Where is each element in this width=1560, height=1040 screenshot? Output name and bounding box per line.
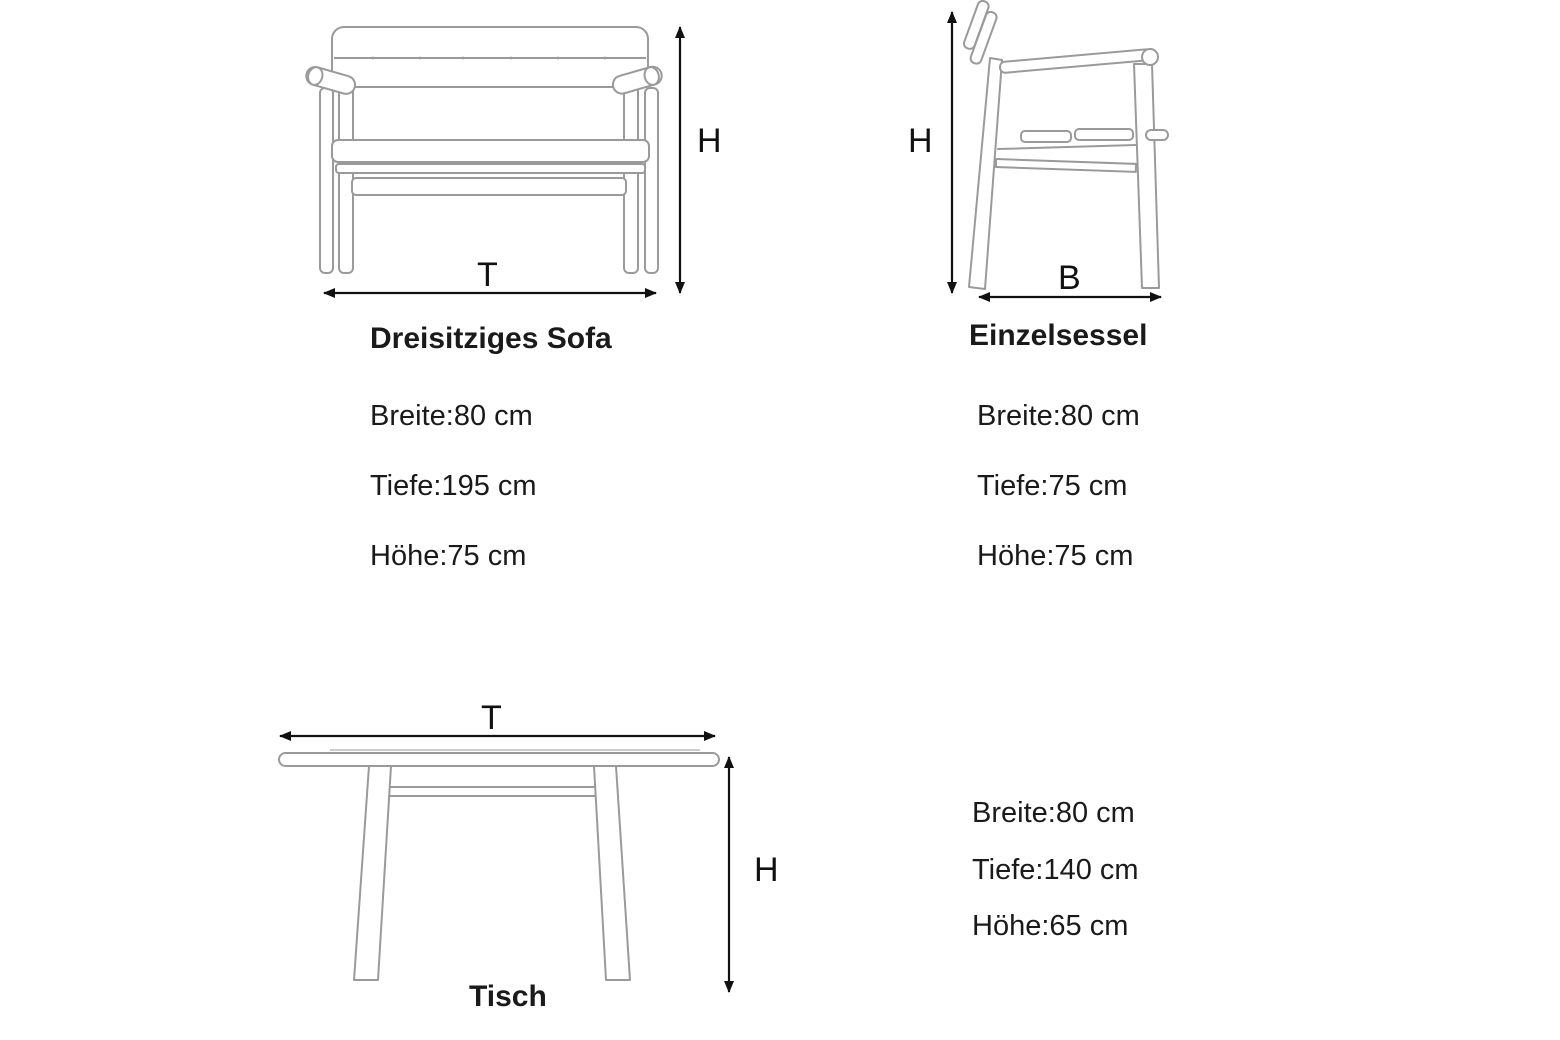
armchair-title: Einzelsessel — [969, 319, 1148, 352]
armchair-drawing — [963, 0, 1168, 289]
table-spec-tiefe: Tiefe:140 cm — [972, 854, 1139, 886]
armchair-width-arrow-label: B — [1058, 259, 1081, 297]
armchair-spec-tiefe: Tiefe:75 cm — [977, 470, 1128, 502]
table-drawing — [279, 750, 719, 980]
sofa-height-arrow-label: H — [697, 122, 722, 160]
table-height-arrow-label: H — [754, 851, 779, 889]
table-spec-breite: Breite:80 cm — [972, 797, 1135, 829]
sofa-width-arrow-label: T — [477, 256, 498, 294]
sofa-title: Dreisitziges Sofa — [370, 322, 612, 355]
armchair-backrest — [963, 0, 998, 65]
armchair-spec-breite: Breite:80 cm — [977, 400, 1140, 432]
sofa-spec-hoehe: Höhe:75 cm — [370, 540, 527, 572]
table-right-leg — [594, 766, 630, 980]
sofa-stretcher — [352, 178, 626, 195]
sofa-spec-breite: Breite:80 cm — [370, 400, 533, 432]
table-spec-hoehe: Höhe:65 cm — [972, 910, 1129, 942]
table-top — [279, 753, 719, 766]
sofa-spec-tiefe: Tiefe:195 cm — [370, 470, 537, 502]
table-width-arrow-label: T — [481, 699, 502, 737]
armchair-stretcher — [996, 159, 1136, 172]
armchair-spec-hoehe: Höhe:75 cm — [977, 540, 1134, 572]
sofa-seat — [332, 140, 649, 162]
armchair-rear-leg — [969, 58, 1002, 289]
table-left-leg — [354, 766, 391, 980]
table-stretcher — [386, 787, 600, 796]
armchair-height-arrow-label: H — [908, 122, 933, 160]
table-dimension-arrows — [280, 736, 729, 992]
table-title: Tisch — [469, 980, 547, 1013]
sofa-drawing — [304, 27, 664, 273]
armchair-front-leg — [1134, 64, 1159, 288]
